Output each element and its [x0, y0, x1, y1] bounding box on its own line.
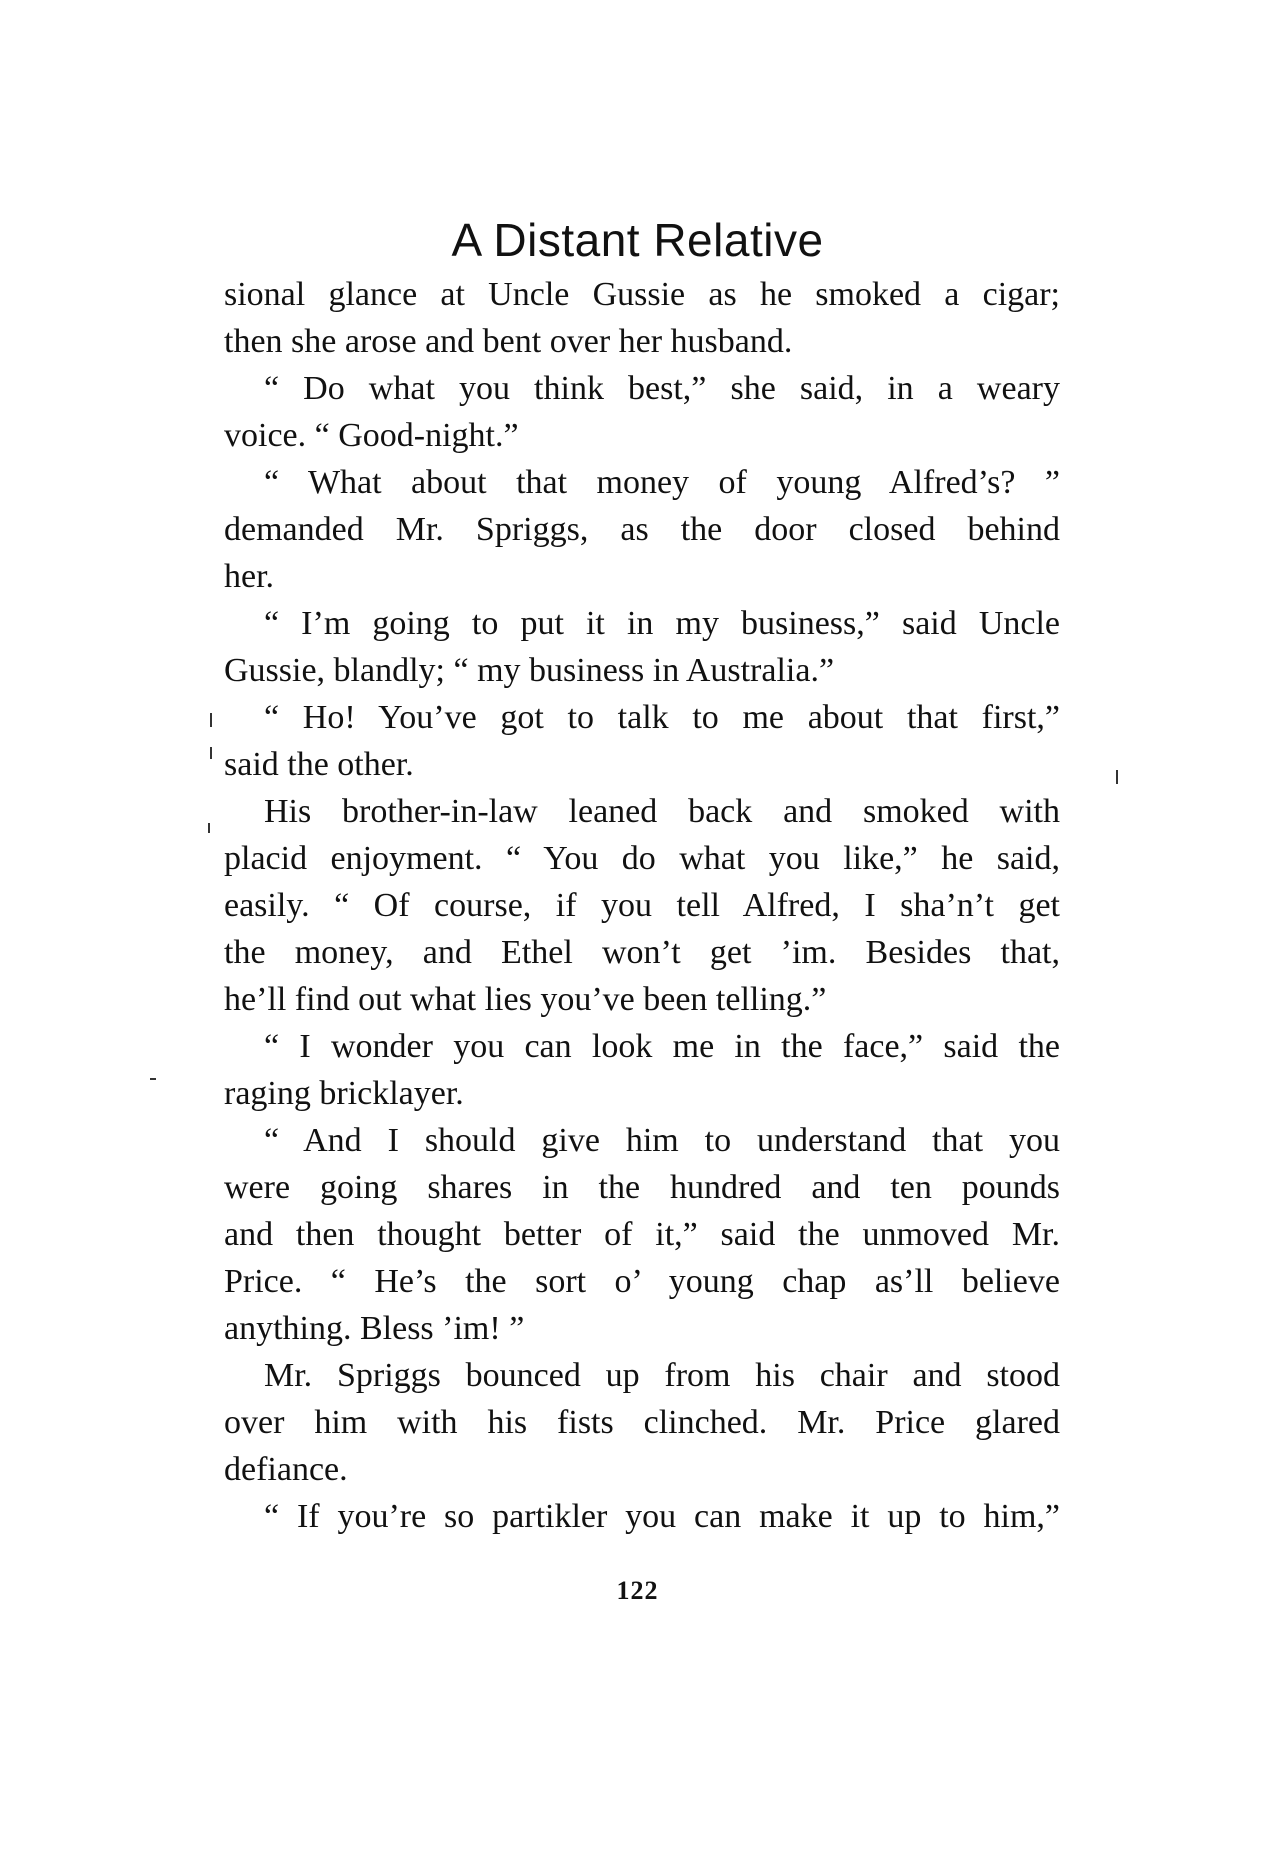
text-line: Gussie, blandly; “ my business in Australia.”: [224, 652, 835, 689]
running-title: A Distant Relative: [451, 214, 824, 266]
text-line: “ I wonder you can look me in the face,” said the: [264, 1028, 1060, 1065]
text-line: “ Ho! You’ve got to talk to me about that first,”: [264, 699, 1060, 736]
text-line: Mr. Spriggs bounced up from his chair and stood: [264, 1357, 1060, 1394]
body-text: [224, 271, 1060, 1540]
text-line: “ Do what you think best,” she said, in a weary: [264, 370, 1060, 407]
text-line: sional glance at Uncle Gussie as he smoked a cigar;: [224, 276, 1060, 313]
text-line: “ I’m going to put it in my business,” said Uncle: [264, 605, 1060, 642]
text-line: “ What about that money of young Alfred’s? ”: [264, 464, 1060, 501]
text-line: defiance.: [224, 1451, 348, 1488]
page-number: 122: [616, 1576, 659, 1605]
text-line: placid enjoyment. “ You do what you like,” he said,: [224, 840, 1060, 877]
text-line: raging bricklayer.: [224, 1075, 464, 1112]
text-line: “ If you’re so partikler you can make it up to him,”: [264, 1498, 1060, 1535]
text-line: and then thought better of it,” said the unmoved Mr.: [224, 1216, 1060, 1253]
text-line: easily. “ Of course, if you tell Alfred, I sha’n’t get: [224, 887, 1060, 924]
scan-mark: [210, 713, 212, 727]
text-line: His brother-in-law leaned back and smoked with: [264, 793, 1060, 830]
scan-mark: [210, 747, 212, 759]
text-line: he’ll find out what lies you’ve been telling.”: [224, 981, 827, 1018]
text-line: Price. “ He’s the sort o’ young chap as’ll believe: [224, 1263, 1060, 1300]
scan-mark: [208, 823, 210, 833]
text-line: the money, and Ethel won’t get ’im. Besides that,: [224, 934, 1060, 971]
text-line: voice. “ Good-night.”: [224, 417, 519, 454]
text-line: anything. Bless ’im! ”: [224, 1310, 525, 1347]
text-line: “ And I should give him to understand that you: [264, 1122, 1060, 1159]
text-line: her.: [224, 558, 275, 595]
text-line: over him with his fists clinched. Mr. Price glared: [224, 1404, 1060, 1441]
text-line: said the other.: [224, 746, 414, 783]
text-line: demanded Mr. Spriggs, as the door closed behind: [224, 511, 1060, 548]
scan-mark: [1116, 770, 1118, 784]
text-line: were going shares in the hundred and ten pounds: [224, 1169, 1060, 1206]
text-line: then she arose and bent over her husband.: [224, 323, 793, 360]
scan-mark: [150, 1078, 156, 1080]
